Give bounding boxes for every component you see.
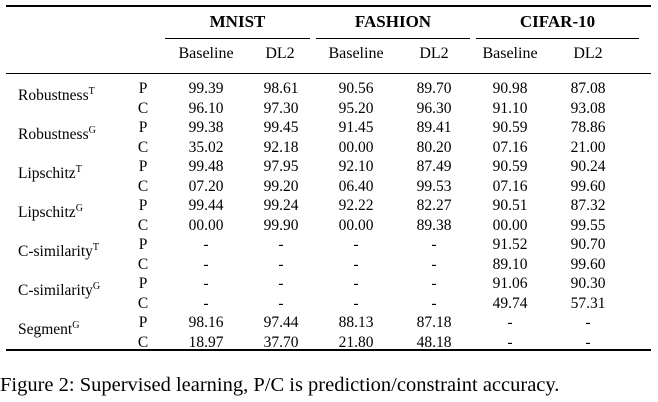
table-cell: 92.22	[338, 197, 374, 214]
table-cell: -	[203, 275, 209, 292]
table-cell: -	[278, 236, 284, 253]
table-cell: 57.31	[570, 294, 606, 312]
table-cell: -	[431, 275, 437, 292]
row-label-text: Lipschitz	[18, 204, 76, 221]
table-cell: -	[278, 294, 284, 312]
group-rule-fashion	[316, 38, 470, 39]
constraint-label: C	[137, 177, 149, 195]
table-cell: 97.44	[263, 314, 299, 331]
figure-caption: Figure 2: Supervised learning, P/C is prediction/constraint accuracy.	[0, 374, 560, 396]
table-cell: 00.00	[338, 138, 374, 156]
header-rule	[6, 73, 651, 74]
table-cell: 90.56	[338, 80, 374, 97]
table-cell: -	[585, 333, 591, 351]
table-cell: 99.38	[188, 119, 224, 136]
table-cell: 92.18	[263, 138, 299, 156]
group-rule-cifar	[476, 38, 639, 39]
table-cell: 91.06	[492, 275, 528, 292]
row-label-text: Robustness	[18, 126, 89, 143]
table-cell: 21.00	[570, 138, 606, 156]
row-label-superscript: T	[88, 86, 95, 97]
constraint-label: C	[137, 255, 149, 273]
top-rule	[6, 5, 651, 7]
table-cell: 89.38	[416, 216, 452, 234]
table-cell: 99.60	[570, 177, 606, 195]
table-cell: 80.20	[416, 138, 452, 156]
table-cell: 87.18	[416, 314, 452, 331]
row-label-superscript: T	[75, 164, 82, 175]
table-cell: 35.02	[188, 138, 224, 156]
table-cell: 90.59	[492, 158, 528, 175]
constraint-label: C	[137, 99, 149, 117]
row-label-superscript: G	[72, 320, 80, 331]
table-cell: 21.80	[338, 333, 374, 351]
row-label	[18, 242, 99, 261]
table-cell: 91.52	[492, 236, 528, 253]
row-label-superscript: T	[92, 242, 100, 253]
subheader-fashion-dl2: DL2	[419, 45, 449, 62]
row-label-text: Lipschitz	[18, 165, 76, 182]
prediction-label: P	[138, 275, 148, 292]
table-cell: -	[431, 255, 437, 273]
table-cell: -	[353, 236, 359, 253]
table-cell: -	[507, 333, 513, 351]
table-cell: -	[585, 314, 591, 331]
row-label	[18, 86, 95, 105]
table-cell: -	[353, 255, 359, 273]
table-cell: 89.10	[492, 255, 528, 273]
row-label	[18, 320, 79, 339]
table-cell: 99.60	[570, 255, 606, 273]
table-cell: 90.59	[492, 119, 528, 136]
table-cell: 89.41	[416, 119, 452, 136]
table-cell: 90.30	[570, 275, 606, 292]
table-cell: 90.98	[492, 80, 528, 97]
subheader-mnist-dl2: DL2	[265, 45, 295, 62]
table-cell: 00.00	[338, 216, 374, 234]
prediction-label: P	[138, 158, 148, 175]
table-cell: 99.55	[570, 216, 606, 234]
table-cell: -	[278, 275, 284, 292]
row-label-text: C-similarity	[18, 282, 93, 299]
subheader-fashion-baseline: Baseline	[328, 45, 384, 62]
table-cell: -	[203, 294, 209, 312]
table-cell: 99.44	[188, 197, 224, 214]
table-cell: 18.97	[188, 333, 224, 351]
table-cell: 89.70	[416, 80, 452, 97]
table-cell: -	[431, 236, 437, 253]
table-cell: 97.30	[263, 99, 299, 117]
table-cell: 00.00	[188, 216, 224, 234]
table-cell: 99.39	[188, 80, 224, 97]
constraint-label: C	[137, 333, 149, 351]
table-cell: 98.61	[263, 80, 299, 97]
group-rule-mnist	[165, 38, 310, 39]
table-cell: 99.90	[263, 216, 299, 234]
table-cell: 90.24	[570, 158, 606, 175]
prediction-label: P	[138, 80, 148, 97]
table-cell: 91.10	[492, 99, 528, 117]
row-label	[18, 203, 83, 222]
table-cell: 87.08	[570, 80, 606, 97]
prediction-label: P	[138, 119, 148, 136]
table-cell: 49.74	[492, 294, 528, 312]
prediction-label: P	[138, 314, 148, 331]
table-cell: -	[203, 255, 209, 273]
table-cell: -	[203, 236, 209, 253]
row-label-text: Segment	[18, 321, 73, 338]
table-cell: 78.86	[570, 119, 606, 136]
group-header-fashion: FASHION	[354, 12, 432, 31]
constraint-label: C	[137, 294, 149, 312]
table-cell: 98.16	[188, 314, 224, 331]
table-cell: -	[278, 255, 284, 273]
prediction-label: P	[138, 236, 148, 253]
table-cell: 99.20	[263, 177, 299, 195]
table-cell: 93.08	[570, 99, 606, 117]
table-cell: 88.13	[338, 314, 374, 331]
table-cell: 99.24	[263, 197, 299, 214]
row-label	[18, 281, 100, 300]
table-cell: 00.00	[492, 216, 528, 234]
table-cell: 99.45	[263, 119, 299, 136]
table-cell: -	[431, 294, 437, 312]
table-cell: 91.45	[338, 119, 374, 136]
table-cell: 90.70	[570, 236, 606, 253]
table-cell: 87.49	[416, 158, 452, 175]
table-cell: 07.20	[188, 177, 224, 195]
group-header-cifar: CIFAR-10	[519, 12, 596, 31]
table-cell: 99.48	[188, 158, 224, 175]
table-cell: 96.10	[188, 99, 224, 117]
group-header-mnist: MNIST	[209, 12, 266, 31]
prediction-label: P	[138, 197, 148, 214]
row-label	[18, 125, 96, 144]
table-cell: 87.32	[570, 197, 606, 214]
table-cell: 99.53	[416, 177, 452, 195]
table-cell: -	[353, 275, 359, 292]
table-cell: 06.40	[338, 177, 374, 195]
subheader-cifar-dl2: DL2	[573, 45, 603, 62]
table-cell: 92.10	[338, 158, 374, 175]
table-cell: 97.95	[263, 158, 299, 175]
constraint-label: C	[137, 138, 149, 156]
table-cell: 07.16	[492, 177, 528, 195]
table-cell: -	[507, 314, 513, 331]
row-label-text: C-similarity	[18, 243, 93, 260]
constraint-label: C	[137, 216, 149, 234]
table-cell: -	[353, 294, 359, 312]
table-cell: 37.70	[263, 333, 299, 351]
row-label-text: Robustness	[18, 87, 89, 104]
row-label-superscript: G	[88, 125, 96, 136]
subheader-cifar-baseline: Baseline	[482, 45, 538, 62]
table-cell: 48.18	[416, 333, 452, 351]
table-cell: 90.51	[492, 197, 528, 214]
subheader-mnist-baseline: Baseline	[178, 45, 234, 62]
table-cell: 82.27	[416, 197, 452, 214]
row-label	[18, 164, 82, 183]
table-cell: 07.16	[492, 138, 528, 156]
table-cell: 95.20	[338, 99, 374, 117]
row-label-superscript: G	[75, 203, 83, 214]
row-label-superscript: G	[92, 281, 101, 292]
table-cell: 96.30	[416, 99, 452, 117]
